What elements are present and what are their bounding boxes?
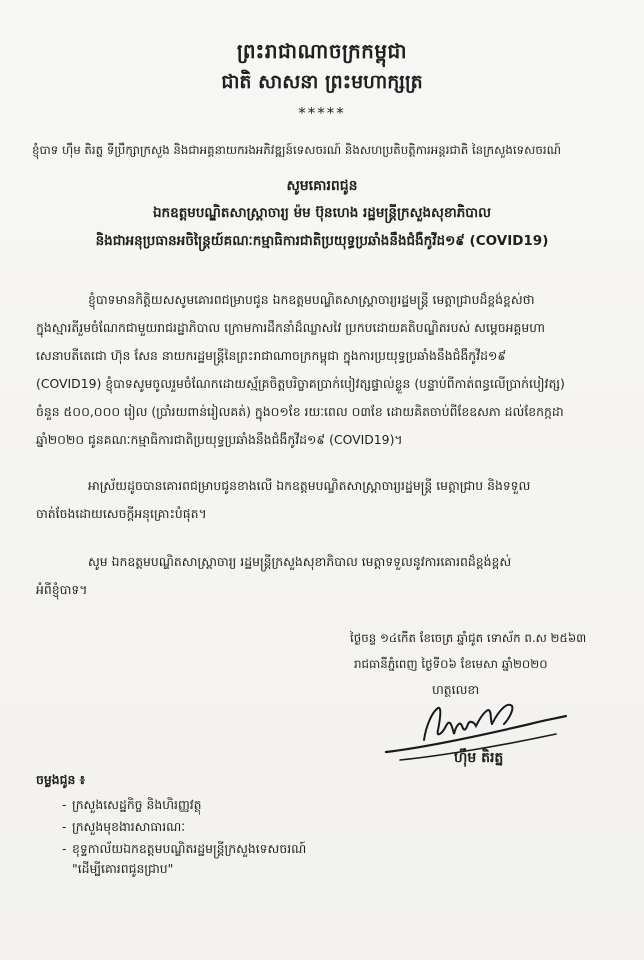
body-line: អំពីខ្ញុំបាទ។	[36, 582, 88, 597]
cc-note: "ដើម្បីគោរពជូនជ្រាប"	[72, 861, 174, 876]
sender-line: ខ្ញុំបាទ ហ៊ឹម តិរត្ន ទីប្រឹក្សាក្រសួង និងជាអគ្គនាយករងអភិវឌ្ឍន៍ទេសចរណ៍ និងសហប្រតិបត្តិការអន្តរជាតិ នៃក្រសួងទេសចរណ៍	[32, 143, 561, 157]
body-line: សេនាបតីតេជោ ហ៊ុន សែន នាយករដ្ឋមន្ត្រីនៃព្រះរាជាណាចក្រកម្ពុជា ក្នុងការប្រយុទ្ធប្រឆាំងនឹងជំងឺកូវីដ១៩	[36, 348, 507, 363]
lunar-date: ថ្ងៃចន្ទ ១៤កើត ខែចេត្រ ឆ្នាំជូត ទោស័ក ព.ស ២៥៦៣	[350, 631, 587, 645]
cc-item: - ក្រសួងមុខងារសាធារណៈ	[62, 819, 186, 834]
solar-date: រាជធានីភ្នំពេញ ថ្ងៃទី០៦ ខែមេសា ឆ្នាំ២០២០	[354, 657, 548, 671]
body-line: ខ្ញុំបាទមានកិត្តិយសសូមគោរពជម្រាបជូន ឯកឧត្តមបណ្ឌិតសាស្ត្រាចារ្យរដ្ឋមន្ត្រី មេត្តាជ្រាបដ៏ខ្ពង់ខ្ពស់ថា	[88, 292, 535, 307]
salutation: សូមគោរពជូន	[286, 178, 358, 194]
kingdom-title: ព្រះរាជាណាចក្រកម្ពុជា	[236, 39, 408, 63]
cc-item: - ក្រសួងសេដ្ឋកិច្ច និងហិរញ្ញវត្ថុ	[62, 797, 202, 812]
body-line: ឆ្នាំ២០២០ ជូនគណៈកម្មាធិការជាតិប្រយុទ្ធប្រឆាំងនឹងជំងឺកូវីដ១៩ (COVID19)។	[36, 432, 403, 447]
body-line: ចាត់ចែងដោយសេចក្តីអនុគ្រោះបំផុត។	[36, 506, 207, 521]
signature-label: ហត្ថលេខា	[432, 682, 480, 697]
cc-title: ចម្លងជូន ៖	[36, 772, 86, 787]
body-line: (COVID19) ខ្ញុំបាទសូមចូលរួមចំណែកដោយស្ម័គ្រចិត្តបរិច្ចាគប្រាក់បៀវត្សផ្ទាល់ខ្លួន (បន្ទាប់ពីកាត់ពន្ធលើប្រាក់បៀវត្ស)	[36, 376, 565, 391]
cc-item-text: ខុទ្ទកាល័យឯកឧត្តមបណ្ឌិតរដ្ឋមន្ត្រីក្រសួងទេសចរណ៍	[72, 841, 307, 856]
body-line: សូម ឯកឧត្តមបណ្ឌិតសាស្ត្រាចារ្យ រដ្ឋមន្ត្រីក្រសួងសុខាភិបាល មេត្តាទទួលនូវការគោរពដ៏ខ្ពង់ខ្ពស់	[88, 554, 512, 569]
national-motto: ជាតិ សាសនា ព្រះមហាក្សត្រ	[221, 71, 423, 93]
cc-item-text: ក្រសួងមុខងារសាធារណៈ	[72, 819, 186, 834]
ornament-stars: *****	[298, 104, 346, 122]
body-line: អាស្រ័យដូចបានគោរពជម្រាបជូនខាងលើ ឯកឧត្តមបណ្ឌិតសាស្ត្រាចារ្យរដ្ឋមន្ត្រី មេត្តាជ្រាប និងទទួល	[88, 478, 531, 493]
signer-name: ហ៊ឹម តិរត្ន	[454, 750, 504, 766]
recipient-line-2: និងជាអនុប្រធានអចិន្ត្រៃយ៍គណៈកម្មាធិការជាតិប្រយុទ្ធប្រឆាំងនឹងជំងឺកូវីដ១៩ (COVID19)	[95, 233, 549, 249]
body-line: ក្នុងស្មារតីរួមចំណែកជាមួយរាជរដ្ឋាភិបាល ក្រោមការដឹកនាំដ៏ឈ្លាសវៃ ប្រកបដោយគតិបណ្ឌិតរបស់ សម្ដេចអគ្គមហា	[36, 320, 545, 335]
recipient-line-1: ឯកឧត្តមបណ្ឌិតសាស្ត្រាចារ្យ ម៉ម ប៊ុនហេង រដ្ឋមន្ត្រីក្រសួងសុខាភិបាល	[152, 205, 492, 221]
cc-item: - ខុទ្ទកាល័យឯកឧត្តមបណ្ឌិតរដ្ឋមន្ត្រីក្រសួងទេសចរណ៍	[62, 841, 307, 856]
body-line: ចំនួន ៥០០,០០០ រៀល (ប្រាំរយពាន់រៀលគត់) ក្នុង០១ខែ រយៈពេល ០៣ខែ ដោយគិតចាប់ពីខែឧសភា ដល់ខែកក្កដា	[36, 404, 564, 419]
cc-item-text: ក្រសួងសេដ្ឋកិច្ច និងហិរញ្ញវត្ថុ	[72, 797, 202, 812]
